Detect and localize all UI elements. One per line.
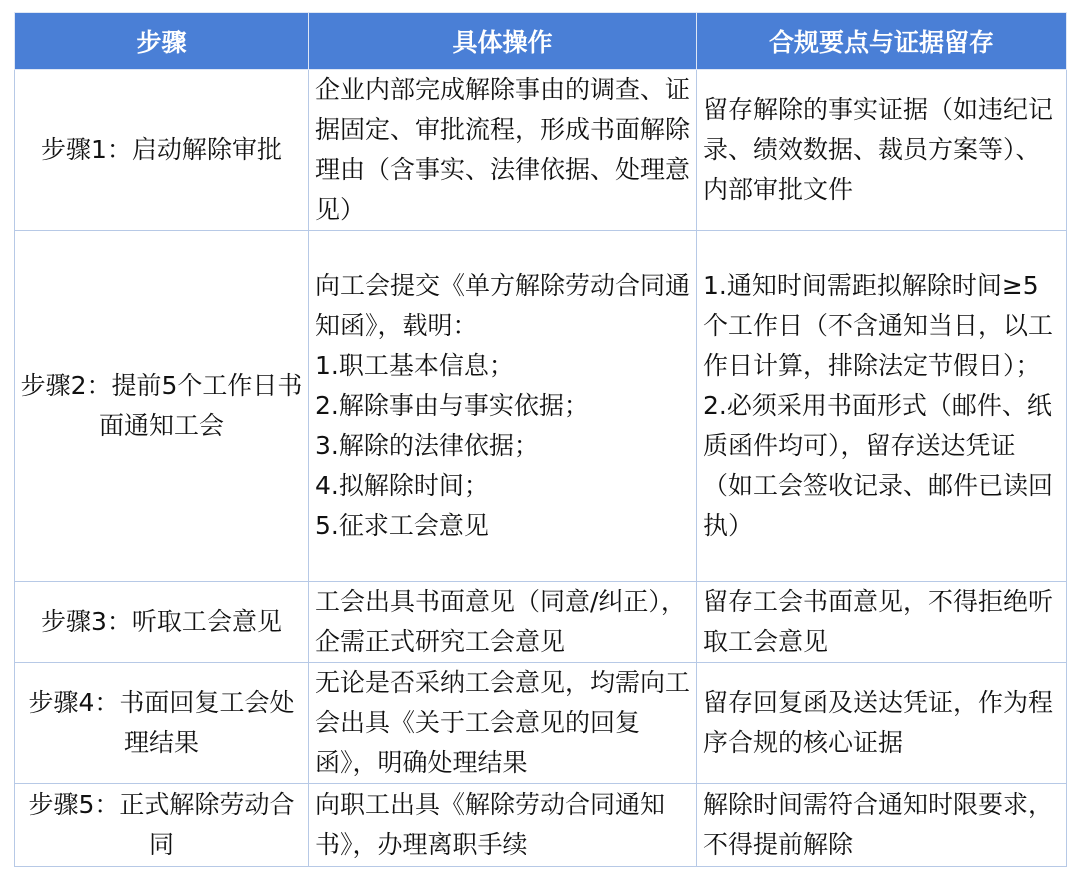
step-cell: 步骤3：听取工会意见	[15, 582, 309, 663]
header-operation: 具体操作	[309, 13, 697, 70]
operation-line: 5.征求工会意见	[315, 511, 489, 540]
table-row	[15, 784, 1067, 867]
header-compliance: 合规要点与证据留存	[697, 13, 1067, 70]
compliance-line: 1.通知时间需距拟解除时间≥5个工作日（不含通知当日，以工作日计算，排除法定节假日）；	[703, 271, 1054, 380]
compliance-cell: 解除时间需符合通知时限要求，不得提前解除	[697, 784, 1067, 867]
operation-line: 2.解除事由与事实依据；	[315, 391, 589, 420]
compliance-steps-table	[14, 12, 1067, 867]
header-row	[15, 13, 1067, 70]
operation-cell	[309, 231, 697, 582]
operation-line: 3.解除的法律依据；	[315, 431, 539, 460]
operation-cell: 工会出具书面意见（同意/纠正），企需正式研究工会意见	[309, 582, 697, 663]
table-row	[15, 70, 1067, 231]
operation-line: 1.职工基本信息；	[315, 351, 514, 380]
table-row	[15, 663, 1067, 784]
table-container	[14, 12, 1066, 867]
operation-line: 4.拟解除时间；	[315, 471, 489, 500]
compliance-line: 2.必须采用书面形式（邮件、纸质函件均可），留存送达凭证（如工会签收记录、邮件已读回执）	[703, 391, 1054, 540]
table-row	[15, 582, 1067, 663]
operation-line: 向工会提交《单方解除劳动合同通知函》，载明：	[315, 271, 691, 340]
operation-cell: 向职工出具《解除劳动合同通知书》，办理离职手续	[309, 784, 697, 867]
compliance-cell: 留存解除的事实证据（如违纪记录、绩效数据、裁员方案等）、内部审批文件	[697, 70, 1067, 231]
compliance-cell: 留存工会书面意见，不得拒绝听取工会意见	[697, 582, 1067, 663]
compliance-cell	[697, 231, 1067, 582]
step-cell: 步骤4：书面回复工会处理结果	[15, 663, 309, 784]
operation-cell: 企业内部完成解除事由的调查、证据固定、审批流程，形成书面解除理由（含事实、法律依据、处理意见）	[309, 70, 697, 231]
table-row	[15, 231, 1067, 582]
step-cell: 步骤2：提前5个工作日书面通知工会	[15, 231, 309, 582]
compliance-cell: 留存回复函及送达凭证，作为程序合规的核心证据	[697, 663, 1067, 784]
step-cell: 步骤1：启动解除审批	[15, 70, 309, 231]
operation-cell: 无论是否采纳工会意见，均需向工会出具《关于工会意见的回复函》，明确处理结果	[309, 663, 697, 784]
step-cell: 步骤5：正式解除劳动合同	[15, 784, 309, 867]
header-step: 步骤	[15, 13, 309, 70]
